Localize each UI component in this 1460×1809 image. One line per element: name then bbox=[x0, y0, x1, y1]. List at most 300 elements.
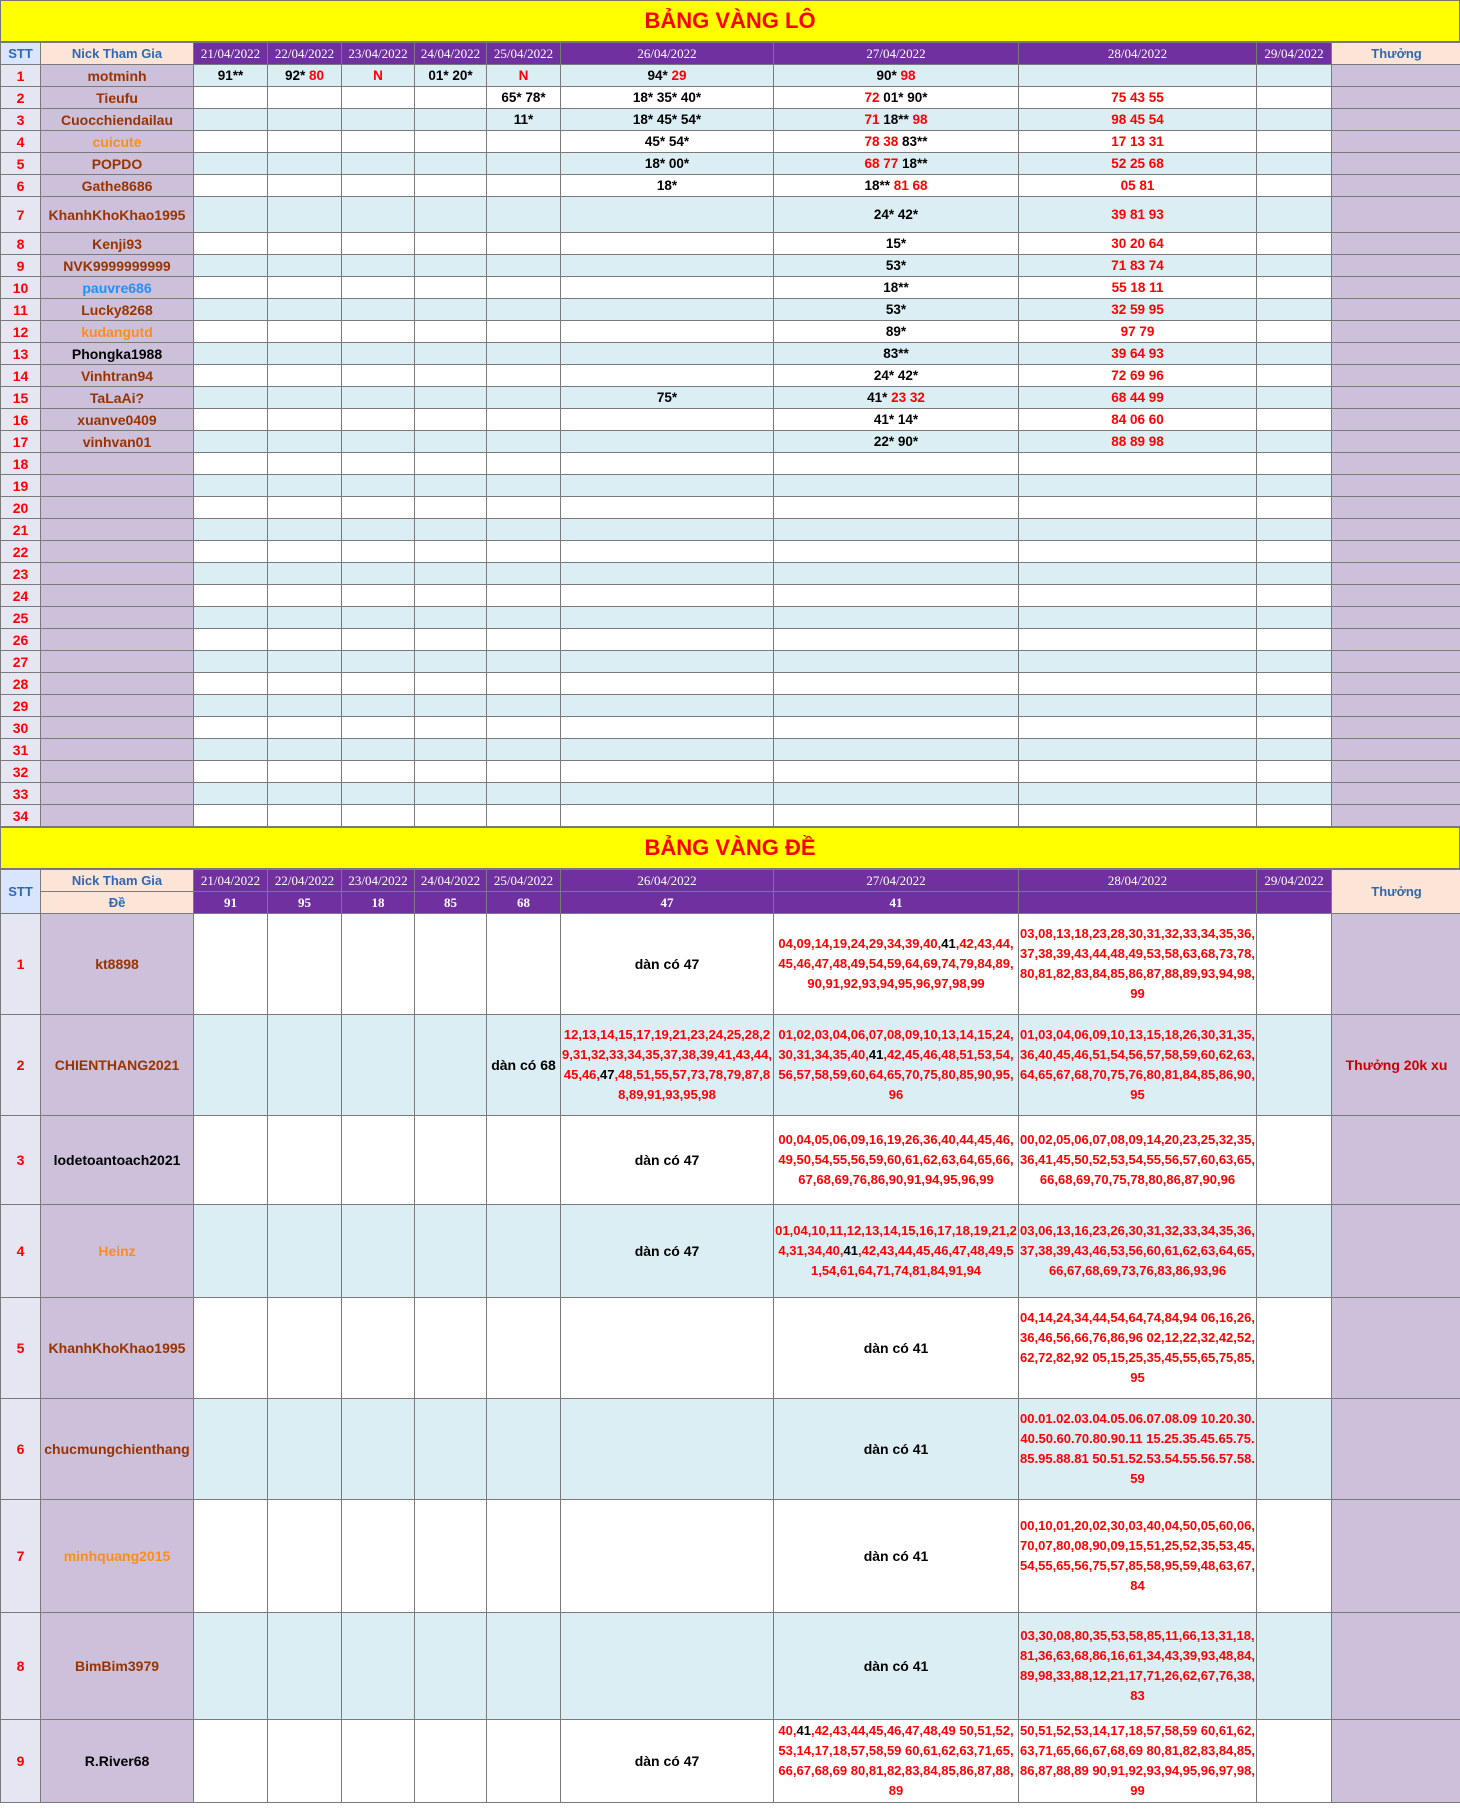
result-cell bbox=[268, 541, 342, 563]
result-cell bbox=[342, 255, 415, 277]
table-row bbox=[1, 805, 1460, 827]
result-cell bbox=[1019, 651, 1257, 673]
de-cell bbox=[1257, 1500, 1332, 1613]
de-cell bbox=[342, 914, 415, 1015]
result-cell bbox=[415, 673, 487, 695]
table-row bbox=[1, 673, 1460, 695]
de-cell bbox=[487, 1298, 561, 1399]
row-stt: 6 bbox=[1, 175, 41, 197]
player-nick: lodetoantoach2021 bbox=[41, 1116, 194, 1205]
de-cell bbox=[194, 1399, 268, 1500]
col-date-header: 22/04/2022 bbox=[268, 870, 342, 892]
de-cell: 03,06,13,16,23,26,30,31,32,33,34,35,36,37,38,39,43,46,53,56,60,61,62,63,64,65,66,67,68,69,73,76,83,86,93,96 bbox=[1019, 1205, 1257, 1298]
result-cell bbox=[1257, 175, 1332, 197]
lo-table bbox=[0, 42, 1460, 827]
table-row bbox=[1, 65, 1460, 87]
table-row bbox=[1, 1298, 1460, 1399]
col-date-header: 25/04/2022 bbox=[487, 870, 561, 892]
result-cell bbox=[1257, 783, 1332, 805]
result-cell bbox=[415, 805, 487, 827]
de-cell bbox=[268, 914, 342, 1015]
de-cell bbox=[268, 1613, 342, 1720]
result-cell bbox=[487, 761, 561, 783]
result-cell bbox=[1257, 299, 1332, 321]
reward-cell bbox=[1332, 739, 1460, 761]
table-row bbox=[1, 431, 1460, 453]
result-cell bbox=[415, 365, 487, 387]
result-cell bbox=[194, 695, 268, 717]
result-cell bbox=[415, 783, 487, 805]
row-stt: 16 bbox=[1, 409, 41, 431]
result-cell bbox=[774, 739, 1019, 761]
result-cell: 53* bbox=[774, 255, 1019, 277]
row-stt: 2 bbox=[1, 87, 41, 109]
de-cell: 03,08,13,18,23,28,30,31,32,33,34,35,36,37,38,39,43,44,48,49,53,58,63,68,73,78,80,81,82,83,84,85,86,87,88,89,93,94,98,99 bbox=[1019, 914, 1257, 1015]
result-cell: 15* bbox=[774, 233, 1019, 255]
result-cell bbox=[487, 475, 561, 497]
table-row bbox=[1, 277, 1460, 299]
row-stt: 27 bbox=[1, 651, 41, 673]
result-cell: 22* 90* bbox=[774, 431, 1019, 453]
de-cell bbox=[415, 1116, 487, 1205]
result-cell bbox=[342, 563, 415, 585]
result-cell bbox=[194, 651, 268, 673]
result-cell bbox=[342, 519, 415, 541]
de-cell bbox=[415, 914, 487, 1015]
result-cell bbox=[194, 475, 268, 497]
de-cell bbox=[268, 1720, 342, 1803]
de-cell: dàn có 68 bbox=[487, 1015, 561, 1116]
result-cell bbox=[487, 585, 561, 607]
player-nick: pauvre686 bbox=[41, 277, 194, 299]
de-cell bbox=[561, 1613, 774, 1720]
result-cell: 55 18 11 bbox=[1019, 277, 1257, 299]
result-cell bbox=[1257, 805, 1332, 827]
player-nick: KhanhKhoKhao1995 bbox=[41, 197, 194, 233]
result-cell bbox=[1257, 519, 1332, 541]
result-cell bbox=[561, 805, 774, 827]
row-stt: 9 bbox=[1, 255, 41, 277]
de-cell: dàn có 47 bbox=[561, 1720, 774, 1803]
result-cell: 24* 42* bbox=[774, 197, 1019, 233]
result-number: 95 bbox=[268, 892, 342, 914]
reward-cell bbox=[1332, 409, 1460, 431]
result-cell bbox=[342, 475, 415, 497]
col-date-header: 23/04/2022 bbox=[342, 870, 415, 892]
reward-cell bbox=[1332, 541, 1460, 563]
reward-cell bbox=[1332, 805, 1460, 827]
de-cell: dàn có 47 bbox=[561, 1116, 774, 1205]
result-cell bbox=[487, 131, 561, 153]
row-stt: 4 bbox=[1, 1205, 41, 1298]
result-cell bbox=[268, 497, 342, 519]
de-cell bbox=[1257, 1015, 1332, 1116]
result-cell bbox=[194, 563, 268, 585]
reward-cell bbox=[1332, 255, 1460, 277]
table-row bbox=[1, 131, 1460, 153]
reward-cell bbox=[1332, 299, 1460, 321]
result-cell bbox=[561, 629, 774, 651]
row-stt: 33 bbox=[1, 783, 41, 805]
col-date-header: 22/04/2022 bbox=[268, 43, 342, 65]
reward-cell bbox=[1332, 1500, 1460, 1613]
row-stt: 5 bbox=[1, 1298, 41, 1399]
result-cell bbox=[194, 607, 268, 629]
reward-cell: Thưởng 20k xu bbox=[1332, 1015, 1460, 1116]
player-nick bbox=[41, 453, 194, 475]
result-cell: 90* 98 bbox=[774, 65, 1019, 87]
result-cell bbox=[1019, 65, 1257, 87]
result-cell bbox=[194, 233, 268, 255]
de-cell bbox=[415, 1298, 487, 1399]
result-cell bbox=[194, 277, 268, 299]
de-cell bbox=[1257, 1720, 1332, 1803]
result-cell bbox=[342, 277, 415, 299]
result-cell bbox=[194, 431, 268, 453]
result-cell bbox=[268, 109, 342, 131]
player-nick: Cuocchiendailau bbox=[41, 109, 194, 131]
result-cell bbox=[342, 233, 415, 255]
result-cell bbox=[1019, 585, 1257, 607]
de-cell bbox=[487, 1613, 561, 1720]
result-cell bbox=[415, 541, 487, 563]
result-cell bbox=[342, 409, 415, 431]
result-cell bbox=[268, 365, 342, 387]
row-stt: 10 bbox=[1, 277, 41, 299]
result-cell bbox=[561, 475, 774, 497]
result-cell bbox=[342, 651, 415, 673]
result-cell bbox=[1257, 453, 1332, 475]
result-cell bbox=[774, 497, 1019, 519]
result-cell bbox=[268, 131, 342, 153]
result-cell bbox=[774, 717, 1019, 739]
de-cell bbox=[194, 1205, 268, 1298]
table-row bbox=[1, 629, 1460, 651]
result-cell bbox=[1019, 805, 1257, 827]
result-cell bbox=[415, 695, 487, 717]
result-cell bbox=[194, 629, 268, 651]
result-cell: 18* 00* bbox=[561, 153, 774, 175]
result-cell bbox=[268, 153, 342, 175]
result-cell bbox=[561, 453, 774, 475]
result-cell: 91** bbox=[194, 65, 268, 87]
result-cell bbox=[342, 153, 415, 175]
result-cell bbox=[561, 277, 774, 299]
de-cell: 01,03,04,06,09,10,13,15,18,26,30,31,35,36,40,45,46,51,54,56,57,58,59,60,62,63,64,65,67,68,70,75,76,80,81,84,85,86,90,95 bbox=[1019, 1015, 1257, 1116]
result-cell bbox=[415, 255, 487, 277]
row-stt: 18 bbox=[1, 453, 41, 475]
player-nick: NVK9999999999 bbox=[41, 255, 194, 277]
result-number bbox=[1257, 892, 1332, 914]
reward-cell bbox=[1332, 453, 1460, 475]
player-nick bbox=[41, 805, 194, 827]
result-cell bbox=[1257, 277, 1332, 299]
reward-cell bbox=[1332, 629, 1460, 651]
result-cell bbox=[342, 497, 415, 519]
result-cell: 72 69 96 bbox=[1019, 365, 1257, 387]
row-stt: 6 bbox=[1, 1399, 41, 1500]
result-cell bbox=[1019, 695, 1257, 717]
table-row bbox=[1, 783, 1460, 805]
result-cell bbox=[487, 783, 561, 805]
result-cell bbox=[194, 541, 268, 563]
table-row bbox=[1, 1720, 1460, 1803]
table-row bbox=[1, 409, 1460, 431]
row-stt: 9 bbox=[1, 1720, 41, 1803]
result-cell bbox=[561, 519, 774, 541]
result-number: 47 bbox=[561, 892, 774, 914]
result-cell bbox=[268, 739, 342, 761]
result-cell bbox=[268, 717, 342, 739]
player-nick: kt8898 bbox=[41, 914, 194, 1015]
table-row bbox=[1, 914, 1460, 1015]
de-cell bbox=[268, 1205, 342, 1298]
result-cell bbox=[194, 131, 268, 153]
result-cell: 83** bbox=[774, 343, 1019, 365]
result-cell bbox=[561, 365, 774, 387]
table-row bbox=[1, 651, 1460, 673]
result-cell bbox=[487, 233, 561, 255]
result-cell bbox=[342, 453, 415, 475]
player-nick bbox=[41, 739, 194, 761]
row-stt: 7 bbox=[1, 1500, 41, 1613]
col-date-header: 23/04/2022 bbox=[342, 43, 415, 65]
result-cell bbox=[561, 409, 774, 431]
reward-cell bbox=[1332, 1613, 1460, 1720]
result-cell bbox=[774, 519, 1019, 541]
de-cell bbox=[487, 1720, 561, 1803]
result-cell bbox=[268, 197, 342, 233]
result-cell bbox=[268, 431, 342, 453]
result-cell: 41* 23 32 bbox=[774, 387, 1019, 409]
row-stt: 8 bbox=[1, 233, 41, 255]
player-nick bbox=[41, 541, 194, 563]
de-cell: 00,02,05,06,07,08,09,14,20,23,25,32,35,36,41,45,50,52,53,54,55,56,57,60,63,65,66,68,69,70,75,78,80,86,87,90,96 bbox=[1019, 1116, 1257, 1205]
col-thuong-header: Thưởng bbox=[1332, 43, 1460, 65]
reward-cell bbox=[1332, 761, 1460, 783]
result-cell bbox=[487, 255, 561, 277]
result-cell bbox=[194, 153, 268, 175]
de-cell: 40,41,42,43,44,45,46,47,48,49 50,51,52,53,14,17,18,57,58,59 60,61,62,63,71,65,66,67,68,69 80,81,82,83,84,85,86,87,88,89 bbox=[774, 1720, 1019, 1803]
table-row bbox=[1, 475, 1460, 497]
row-stt: 4 bbox=[1, 131, 41, 153]
reward-cell bbox=[1332, 914, 1460, 1015]
de-cell bbox=[342, 1116, 415, 1205]
col-date-header: 24/04/2022 bbox=[415, 43, 487, 65]
de-cell: 00.01.02.03.04.05.06.07.08.09 10.20.30.40.50.60.70.80.90.11 15.25.35.45.65.75.85.95.88.81 50.51.52.53.54.55.56.57.58.59 bbox=[1019, 1399, 1257, 1500]
result-cell bbox=[487, 497, 561, 519]
result-cell: 84 06 60 bbox=[1019, 409, 1257, 431]
result-cell bbox=[194, 255, 268, 277]
result-cell bbox=[415, 175, 487, 197]
col-date-header: 21/04/2022 bbox=[194, 43, 268, 65]
result-cell bbox=[1257, 87, 1332, 109]
result-cell bbox=[487, 175, 561, 197]
player-nick bbox=[41, 651, 194, 673]
result-cell: 71 83 74 bbox=[1019, 255, 1257, 277]
result-cell bbox=[774, 541, 1019, 563]
result-cell bbox=[1257, 109, 1332, 131]
player-nick: Lucky8268 bbox=[41, 299, 194, 321]
result-cell bbox=[342, 109, 415, 131]
result-cell bbox=[342, 343, 415, 365]
result-cell bbox=[774, 453, 1019, 475]
result-cell bbox=[1257, 673, 1332, 695]
result-cell bbox=[1257, 131, 1332, 153]
result-cell bbox=[487, 321, 561, 343]
de-cell: dàn có 47 bbox=[561, 1205, 774, 1298]
de-cell bbox=[1257, 1613, 1332, 1720]
result-cell: 68 44 99 bbox=[1019, 387, 1257, 409]
result-cell bbox=[774, 805, 1019, 827]
result-cell bbox=[268, 805, 342, 827]
result-cell bbox=[415, 233, 487, 255]
result-cell bbox=[268, 409, 342, 431]
result-cell bbox=[1257, 651, 1332, 673]
player-nick: minhquang2015 bbox=[41, 1500, 194, 1613]
result-cell bbox=[268, 233, 342, 255]
result-cell bbox=[415, 607, 487, 629]
result-cell bbox=[561, 299, 774, 321]
result-cell bbox=[487, 651, 561, 673]
de-cell bbox=[415, 1205, 487, 1298]
player-nick: R.River68 bbox=[41, 1720, 194, 1803]
result-cell bbox=[1019, 783, 1257, 805]
result-cell bbox=[1257, 431, 1332, 453]
player-nick: BimBim3979 bbox=[41, 1613, 194, 1720]
result-cell bbox=[194, 739, 268, 761]
result-cell bbox=[342, 387, 415, 409]
de-cell: dàn có 41 bbox=[774, 1399, 1019, 1500]
result-cell bbox=[268, 651, 342, 673]
result-cell bbox=[561, 343, 774, 365]
result-cell bbox=[342, 131, 415, 153]
result-cell bbox=[1019, 497, 1257, 519]
result-number: 18 bbox=[342, 892, 415, 914]
result-cell bbox=[561, 673, 774, 695]
col-date-header: 27/04/2022 bbox=[774, 870, 1019, 892]
result-cell bbox=[415, 563, 487, 585]
result-cell bbox=[415, 739, 487, 761]
result-cell bbox=[1019, 541, 1257, 563]
de-cell: 04,09,14,19,24,29,34,39,40,41,42,43,44,45,46,47,48,49,54,59,64,69,74,79,84,89,90,91,92,93,94,95,96,97,98,99 bbox=[774, 914, 1019, 1015]
result-cell bbox=[561, 541, 774, 563]
table-row bbox=[1, 761, 1460, 783]
result-cell bbox=[1257, 475, 1332, 497]
result-cell bbox=[487, 197, 561, 233]
result-cell bbox=[194, 717, 268, 739]
player-nick: KhanhKhoKhao1995 bbox=[41, 1298, 194, 1399]
result-cell bbox=[342, 629, 415, 651]
reward-cell bbox=[1332, 695, 1460, 717]
result-cell bbox=[268, 475, 342, 497]
result-cell bbox=[561, 431, 774, 453]
result-cell bbox=[1019, 607, 1257, 629]
col-nick-header: Nick Tham Gia bbox=[41, 870, 194, 892]
result-cell bbox=[1257, 607, 1332, 629]
table-row bbox=[1, 717, 1460, 739]
result-cell bbox=[1257, 197, 1332, 233]
table-row bbox=[1, 1500, 1460, 1613]
result-cell bbox=[415, 343, 487, 365]
result-cell bbox=[561, 233, 774, 255]
reward-cell bbox=[1332, 387, 1460, 409]
result-cell bbox=[774, 651, 1019, 673]
col-stt-header: STT bbox=[1, 43, 41, 65]
result-cell bbox=[194, 109, 268, 131]
result-cell bbox=[342, 299, 415, 321]
player-nick: TaLaAi? bbox=[41, 387, 194, 409]
reward-cell bbox=[1332, 585, 1460, 607]
result-cell bbox=[1019, 739, 1257, 761]
result-cell bbox=[415, 629, 487, 651]
result-cell bbox=[1257, 153, 1332, 175]
result-cell bbox=[1257, 563, 1332, 585]
de-cell: dàn có 41 bbox=[774, 1613, 1019, 1720]
reward-cell bbox=[1332, 87, 1460, 109]
table-row bbox=[1, 321, 1460, 343]
player-nick: Tieufu bbox=[41, 87, 194, 109]
de-cell: 04,14,24,34,44,54,64,74,84,94 06,16,26,36,46,56,66,76,86,96 02,12,22,32,42,52,62,72,82,92 05,15,25,35,45,55,65,75,85,95 bbox=[1019, 1298, 1257, 1399]
de-cell: 50,51,52,53,14,17,18,57,58,59 60,61,62,63,71,65,66,67,68,69 80,81,82,83,84,85,86,87,88,89 90,91,92,93,94,95,96,97,98,99 bbox=[1019, 1720, 1257, 1803]
col-date-header: 26/04/2022 bbox=[561, 870, 774, 892]
col-stt-header: STT bbox=[1, 870, 41, 914]
result-cell bbox=[487, 453, 561, 475]
result-cell bbox=[415, 409, 487, 431]
de-cell bbox=[1257, 1298, 1332, 1399]
col-thuong-header: Thưởng bbox=[1332, 870, 1460, 914]
player-nick bbox=[41, 761, 194, 783]
table-row bbox=[1, 1015, 1460, 1116]
de-cell bbox=[342, 1720, 415, 1803]
result-cell bbox=[415, 519, 487, 541]
result-cell bbox=[487, 519, 561, 541]
de-cell bbox=[268, 1399, 342, 1500]
table-row bbox=[1, 153, 1460, 175]
row-stt: 28 bbox=[1, 673, 41, 695]
result-cell bbox=[415, 131, 487, 153]
de-cell: 01,02,03,04,06,07,08,09,10,13,14,15,24,30,31,34,35,40,41,42,45,46,48,51,53,54,56,57,58,59,60,64,65,70,75,80,85,90,95,96 bbox=[774, 1015, 1019, 1116]
player-nick bbox=[41, 783, 194, 805]
de-cell bbox=[561, 1500, 774, 1613]
result-cell: 89* bbox=[774, 321, 1019, 343]
result-cell bbox=[774, 761, 1019, 783]
result-cell bbox=[561, 717, 774, 739]
result-cell: N bbox=[487, 65, 561, 87]
result-cell bbox=[268, 299, 342, 321]
col-date-header: 26/04/2022 bbox=[561, 43, 774, 65]
de-cell bbox=[487, 1205, 561, 1298]
result-cell bbox=[268, 673, 342, 695]
result-cell bbox=[268, 519, 342, 541]
de-cell bbox=[268, 1015, 342, 1116]
result-cell bbox=[1257, 717, 1332, 739]
result-number bbox=[1019, 892, 1257, 914]
result-cell bbox=[415, 277, 487, 299]
result-cell bbox=[1257, 409, 1332, 431]
result-cell: 65* 78* bbox=[487, 87, 561, 109]
table-row bbox=[1, 607, 1460, 629]
result-cell bbox=[268, 761, 342, 783]
result-cell bbox=[415, 475, 487, 497]
lo-title: BẢNG VÀNG LÔ bbox=[0, 0, 1460, 42]
result-cell bbox=[415, 761, 487, 783]
result-cell bbox=[1257, 343, 1332, 365]
reward-cell bbox=[1332, 673, 1460, 695]
player-nick: Vinhtran94 bbox=[41, 365, 194, 387]
result-cell bbox=[1257, 365, 1332, 387]
result-cell bbox=[561, 197, 774, 233]
